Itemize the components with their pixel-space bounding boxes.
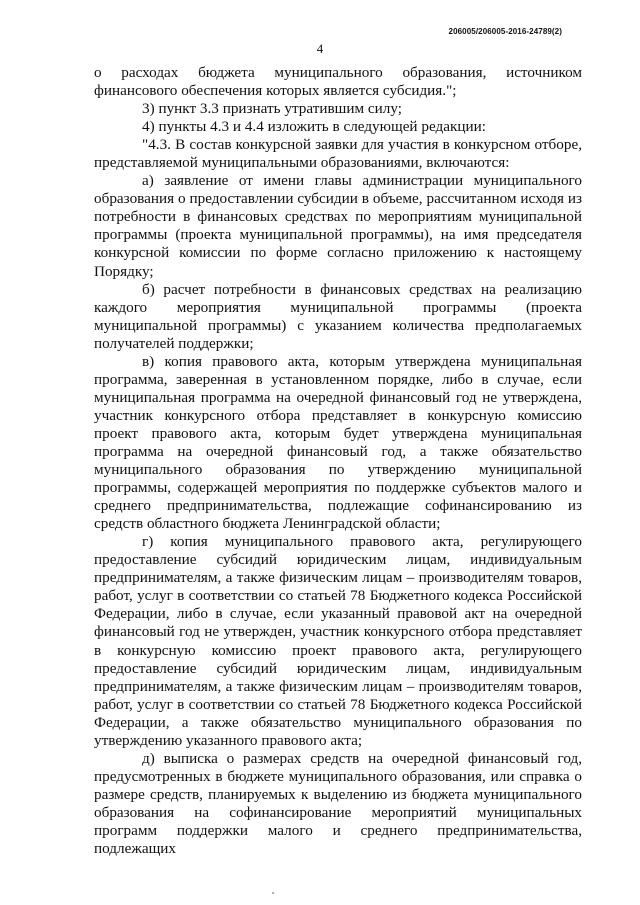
scan-speck [272,892,274,894]
paragraph-clause-4-3: "4.3. В состав конкурсной заявки для участия в конкурсном отборе, представляемой муниципальными образованиями, включаются: [94,136,582,172]
paragraph-item-4: 4) пункты 4.3 и 4.4 изложить в следующей редакции: [142,118,486,136]
document-id: 206005/206005-2016-24789(2) [448,27,562,36]
paragraph-continuation: о расходах бюджета муниципального образования, источником финансового обеспечения которых является субсидия."; [94,64,582,100]
paragraph-subitem-b: б) расчет потребности в финансовых средствах на реализацию каждого мероприятия муниципальной программы (проекта муниципальной программы) с указанием количества предполагаемых получателей поддержки; [94,280,582,352]
paragraph-subitem-a: а) заявление от имени главы администрации муниципального образования о предоставлении субсидии в объеме, рассчитанном исходя из потребности в финансовых средствах по мероприятиям муниципальной программы (проекта муниципальной программы), на имя председателя конкурсной комиссии по форме согласно приложению к настоящему Порядку; [94,172,582,280]
paragraph-subitem-v: в) копия правового акта, которым утверждена муниципальная программа, заверенная в установленном порядке, либо в случае, если муниципальная программа на очередной финансовый год не утверждена, участник конкурсного отбора представляет в конкурсную комиссию проект правового акта, которым будет утверждена муниципальная программа на очередной финансовый год, а также обязательство муниципального образования по утверждению муниципальной программы, содержащей мероприятия по поддержке субъектов малого и среднего предпринимательства, подлежащие софинансированию из средств областного бюджета Ленинградской области; [94,352,582,533]
paragraph-subitem-g: г) копия муниципального правового акта, регулирующего предоставление субсидий юридическим лицам, индивидуальным предпринимателям, а также физическим лицам – производителям товаров, работ, услуг в соответствии со статьей 78 Бюджетного кодекса Российской Федерации, либо в случае, если указанный правовой акт на очередной финансовый год не утвержден, участник конкурсного отбора представляет в конкурсную комиссию проект правового акта, регулирующего предоставление субсидий юридическим лицам, индивидуальным предпринимателям, а также физическим лицам – производителям товаров, работ, услуг в соответствии со статьей 78 Бюджетного кодекса Российской Федерации, а также обязательство муниципального образования по утверждению указанного правового акта; [94,533,582,749]
document-body [94,64,582,858]
paragraph-subitem-d: д) выписка о размерах средств на очередной финансовый год, предусмотренных в бюджете муниципального образования, или справка о размере средств, планируемых к выделению из бюджета муниципального образования на софинансирование мероприятий муниципальных программ поддержки малого и среднего предпринимательства, подлежащих [94,749,582,858]
page-number: 4 [316,41,324,56]
paragraph-item-3: 3) пункт 3.3 признать утратившим силу; [142,100,402,118]
